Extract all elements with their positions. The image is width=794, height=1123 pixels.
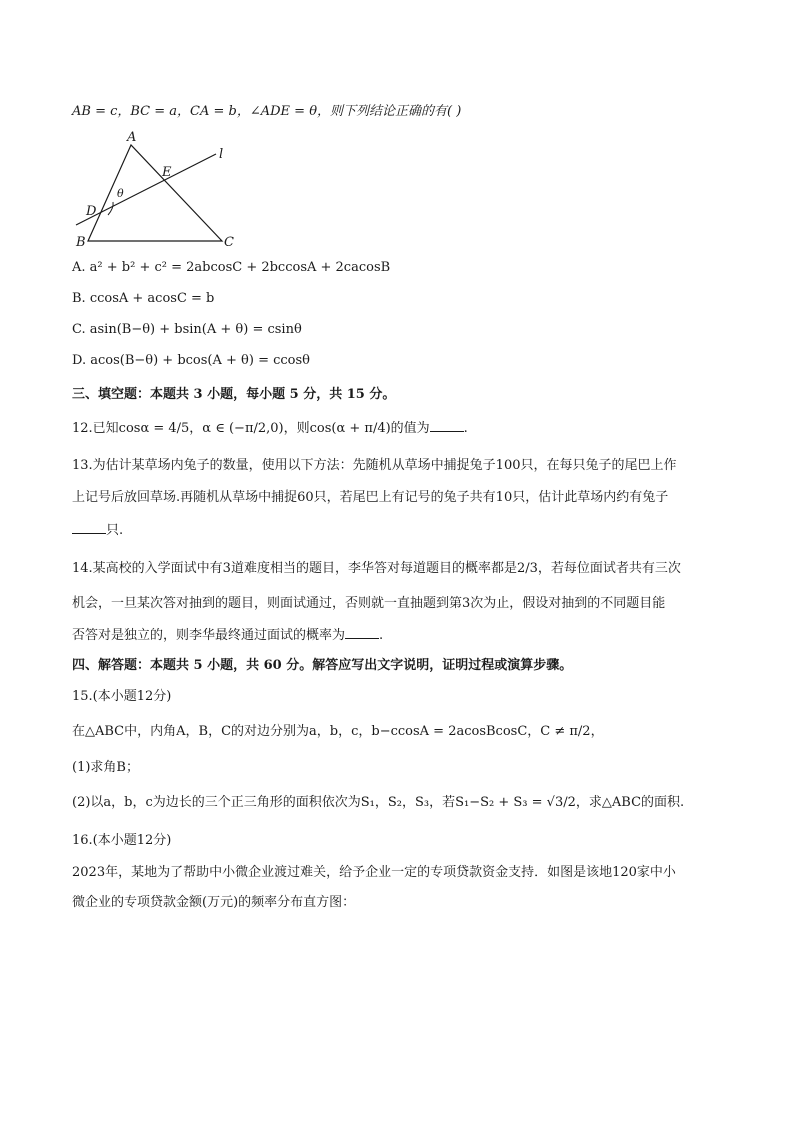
- section-3-heading: 三、填空题：本题共 3 小题，每小题 5 分，共 15 分。: [72, 387, 396, 402]
- q11-option-c: C. asin(B−θ) + bsin(A + θ) = csinθ: [72, 322, 302, 337]
- q12-end: .: [463, 421, 468, 436]
- q14-end: .: [379, 628, 384, 643]
- label-B: B: [76, 235, 86, 248]
- q14-answer-blank: [345, 626, 379, 639]
- q16-line-2: 微企业的专项贷款金额(万元)的频率分布直方图：: [72, 895, 356, 910]
- label-D: D: [86, 204, 97, 219]
- q11-stem: AB = c，BC = a，CA = b，∠ADE = θ，则下列结论正确的有( ): [72, 104, 462, 119]
- q15-part-1: (1)求角B；: [72, 760, 139, 775]
- q12: [72, 419, 468, 438]
- q13-line-3: [72, 521, 123, 540]
- q16-heading: 16.(本小题12分): [72, 833, 172, 848]
- q14-line-2: 机会，一旦某次答对抽到的题目，则面试通过，否则就一直抽题到第3次为止，假设对抽到的不同题目能: [72, 596, 666, 611]
- section-4-heading: 四、解答题：本题共 5 小题，共 60 分。解答应写出文字说明，证明过程或演算步骤。: [72, 658, 573, 673]
- q13-line-1: 13.为估计某草场内兔子的数量，使用以下方法：先随机从草场中捕捉兔子100只，在每只兔子的尾巴上作: [72, 458, 677, 473]
- q15-stem: 在△ABC中，内角A，B，C的对边分别为a，b，c，b−ccosA = 2acosBcosC，C ≠ π/2，: [72, 724, 604, 739]
- q15-part-2: (2)以a，b，c为边长的三个正三角形的面积依次为S₁，S₂，S₃，若S₁−S₂ + S₃ = √3/2，求△ABC的面积.: [72, 795, 685, 810]
- label-E: E: [162, 165, 172, 180]
- q11-option-d: D. acos(B−θ) + bcos(A + θ) = ccosθ: [72, 353, 310, 368]
- label-l: l: [219, 147, 224, 162]
- q12-answer-blank: [430, 419, 464, 432]
- q13-line-2: 上记号后放回草场.再随机从草场中捕捉60只，若尾巴上有记号的兔子共有10只，估计此草场内约有兔子: [72, 490, 669, 505]
- triangle-figure: [72, 128, 252, 248]
- q13-answer-blank: [72, 521, 106, 534]
- q14-line-1: 14.某高校的入学面试中有3道难度相当的题目，李华答对每道题目的概率都是2/3，若每位面试者共有三次: [72, 561, 681, 576]
- q12-text: 12.已知cosα = 4/5，α ∈ (−π/2,0)，则cos(α + π/4)的值为: [72, 421, 430, 436]
- q14-text: 否答对是独立的，则李华最终通过面试的概率为: [72, 628, 346, 643]
- q11-option-a: A. a² + b² + c² = 2abcosC + 2bccosA + 2cacosB: [72, 260, 391, 275]
- label-theta: θ: [117, 187, 124, 200]
- q16-line-1: 2023年，某地为了帮助中小微企业渡过难关，给予企业一定的专项贷款资金支持．如图是该地120家中小: [72, 865, 676, 880]
- q13-end: 只.: [106, 523, 124, 538]
- label-A: A: [127, 130, 137, 145]
- q11-option-b: B. ccosA + acosC = b: [72, 291, 215, 306]
- q15-heading: 15.(本小题12分): [72, 689, 172, 704]
- label-C: C: [224, 235, 234, 248]
- q14-line-3: [72, 626, 383, 645]
